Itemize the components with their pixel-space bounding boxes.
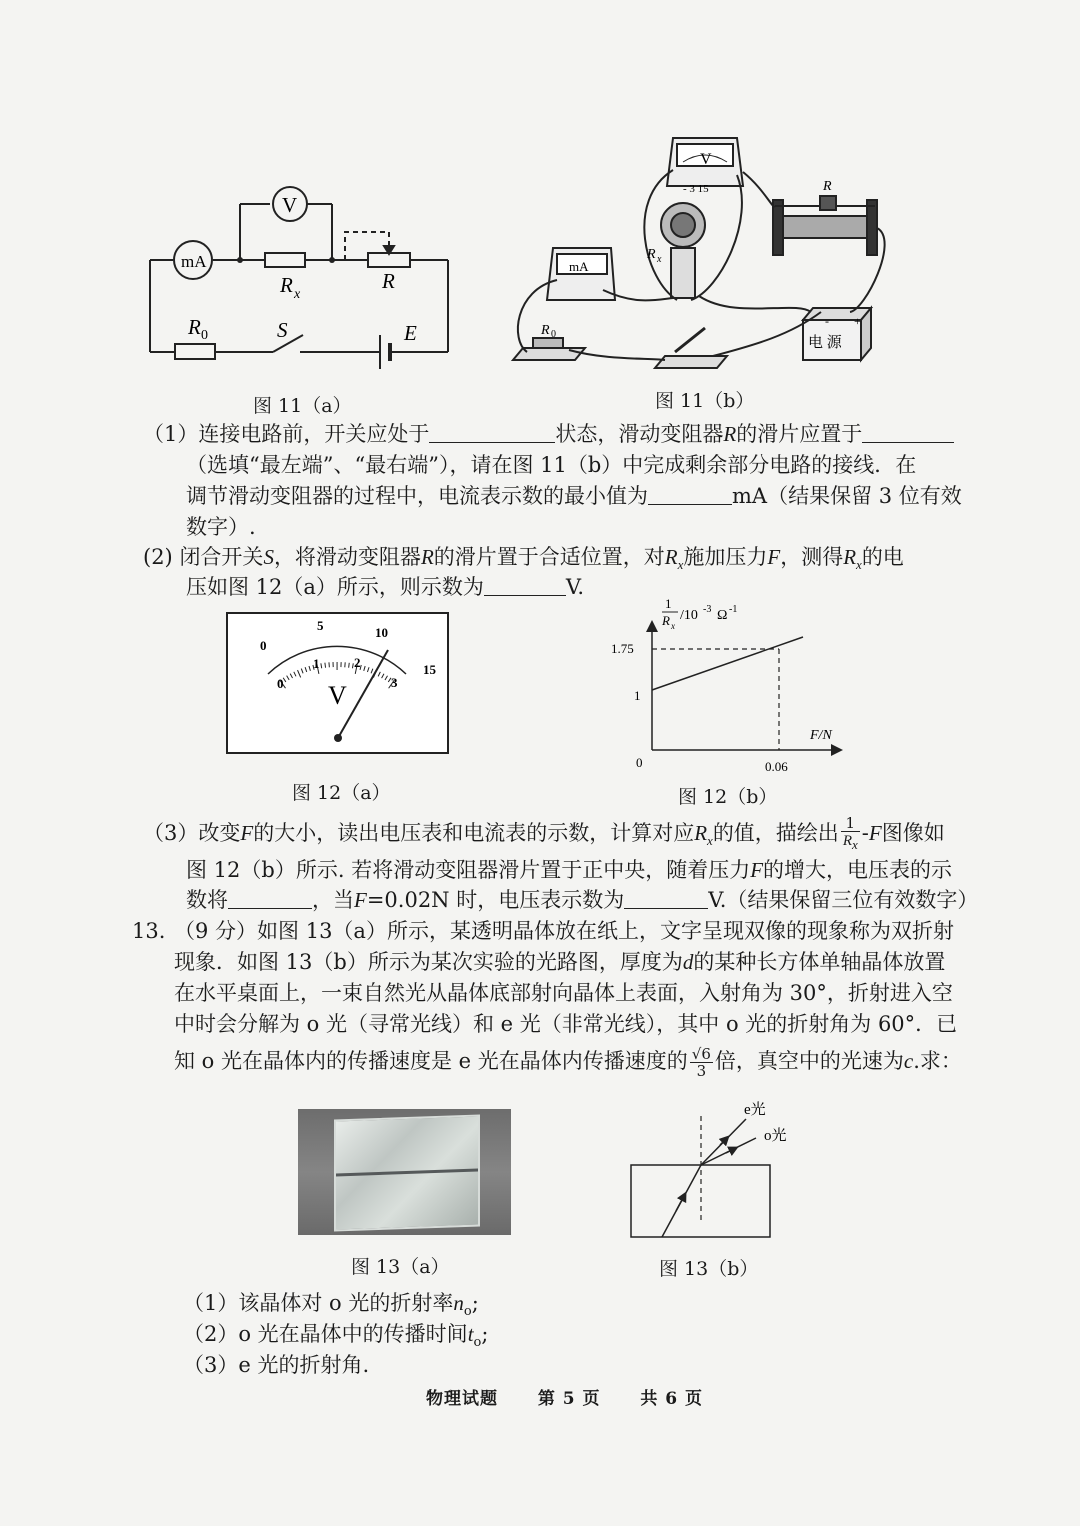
figure-13b-light-path <box>628 1096 787 1246</box>
figure-13a-caption: 图 13（a） <box>351 1256 450 1278</box>
svg-text:-1: -1 <box>729 604 738 615</box>
figure-11a-caption: 图 11（a） <box>253 395 352 417</box>
figure-12b-graph <box>605 594 855 780</box>
q13-line1: （9 分）如图 13（a）所示，某透明晶体放在纸上，文字呈现双像的现象称为双折射 <box>174 919 954 943</box>
apparatus-milliammeter-label: mA <box>569 259 589 274</box>
svg-text:5: 5 <box>317 618 324 633</box>
footer-total: 共 6 页 <box>640 1389 704 1409</box>
page-footer <box>426 1384 703 1409</box>
q13-line3: 在水平桌面上，一束自然光从晶体底部射向晶体上表面，入射角为 30°，折射进入空 <box>174 981 953 1005</box>
answer-blank[interactable] <box>648 482 732 505</box>
svg-text:-3: -3 <box>703 604 712 615</box>
q12-part1-line1: （1）连接电路前，开关应处于 状态，滑动变阻器R的滑片应置于 <box>143 419 954 450</box>
svg-text:10: 10 <box>375 625 388 640</box>
q12-part1-line3: 调节滑动变阻器的过程中，电流表示数的最小值为 mA（结果保留 3 位有效 <box>186 484 962 508</box>
crystal-photo <box>298 1109 511 1235</box>
footer-page: 第 5 页 <box>537 1389 601 1409</box>
y-tick-1.75: 1.75 <box>611 641 634 656</box>
fraction-1-over-rx: $\frac{1}{R_x}$ <box>842 814 858 852</box>
answer-blank[interactable] <box>228 886 312 909</box>
svg-text:+: + <box>854 314 861 328</box>
svg-text:1: 1 <box>665 596 672 611</box>
rheostat-label: R <box>382 269 395 293</box>
needle-pivot <box>334 734 342 742</box>
dial-tick <box>325 663 326 668</box>
apparatus-rheostat-label: R <box>823 179 832 194</box>
origin-label: 0 <box>636 755 643 770</box>
q13-line4: 中时会分解为 o 光（寻常光线）和 e 光（非常光线），其中 o 光的折射角为 60°．已 <box>174 1012 958 1036</box>
figure-12b-caption: 图 12（b） <box>678 786 778 808</box>
dial-symbol: V <box>328 681 347 710</box>
q12-part2-marker: (2) <box>143 545 173 569</box>
svg-text:-: - <box>825 314 829 328</box>
svg-text:1: 1 <box>313 656 320 671</box>
apparatus-r0-label: R <box>541 323 550 338</box>
milliammeter-label: mA <box>181 252 207 271</box>
svg-text:x: x <box>294 287 301 302</box>
rx-label: R <box>280 273 293 297</box>
q12-part2-line1: (2) 闭合开关S，将滑动变阻器R的滑片置于合适位置，对$R_x$施加压力F，测得$R_x$的电 <box>143 545 904 573</box>
svg-text:Ω: Ω <box>717 608 728 623</box>
power-supply-label: 电 源 <box>808 335 842 351</box>
o-ray-label: o光 <box>764 1128 787 1144</box>
answer-blank[interactable] <box>484 573 566 596</box>
apparatus-rx-label: R <box>647 247 656 262</box>
svg-text:/10: /10 <box>680 608 698 623</box>
q12-part1-line2: （选填“最左端”、“最右端”），请在图 11（b）中完成剩余部分电路的接线．在 <box>186 453 917 477</box>
svg-text:x: x <box>657 254 662 265</box>
battery-label: E <box>404 321 417 345</box>
svg-text:0: 0 <box>277 676 284 691</box>
svg-text:3: 3 <box>391 675 398 690</box>
dial-tick <box>349 663 350 668</box>
q13-line5: 知 o 光在晶体内的传播速度是 e 光在晶体内传播速度的 $\frac{√6}{3}$ 倍，真空中的光速为c.求： <box>174 1045 962 1080</box>
q13-line2: 现象．如图 13（b）所示为某次实验的光路图，厚度为d的某种长方体单轴晶体放置 <box>174 950 946 974</box>
q13-number: 13. <box>132 919 166 943</box>
svg-text:- 3 15: - 3 15 <box>683 183 709 195</box>
voltmeter-label: V <box>282 193 298 217</box>
figure-13b-caption: 图 13（b） <box>659 1258 759 1280</box>
svg-text:0: 0 <box>260 638 267 653</box>
footer-subject: 物理试题 <box>426 1389 498 1409</box>
r0-label: R <box>188 315 201 339</box>
q12-part3-line1: （3）改变F的大小，读出电压表和电流表的示数，计算对应$R_x$的值，描绘出 $\frac{1}{R_x}$ -F图像如 <box>143 814 945 852</box>
y-tick-1: 1 <box>634 688 641 703</box>
figure-12a-caption: 图 12（a） <box>292 782 391 804</box>
answer-blank[interactable] <box>624 886 708 909</box>
fraction-sqrt6-over-3: $\frac{√6}{3}$ <box>691 1045 711 1080</box>
svg-text:x: x <box>671 621 675 631</box>
q13-sub1: （1）该晶体对 o 光的折射率$n_o$; <box>183 1291 479 1320</box>
x-tick-0.06: 0.06 <box>765 759 788 774</box>
q13-sub2: （2）o 光在晶体中的传播时间$t_o$; <box>183 1322 489 1351</box>
e-ray-label: e光 <box>744 1102 766 1118</box>
figure-12a-voltmeter <box>226 612 450 756</box>
switch-label: S <box>277 318 288 342</box>
q12-part3-line3: 数将 ，当F=0.02N 时，电压表示数为 V.（结果保留三位有效数字） <box>186 888 979 912</box>
figure-11b-apparatus <box>505 130 915 380</box>
q12-part1-line4: 数字）. <box>186 515 256 539</box>
svg-text:0: 0 <box>551 329 556 340</box>
graph-line <box>652 637 803 690</box>
svg-text:0: 0 <box>201 328 208 343</box>
figure-11a-circuit <box>140 180 460 380</box>
q12-part2-line2: 压如图 12（a）所示，则示数为 V. <box>186 575 585 599</box>
x-axis-label: F/N <box>810 728 832 743</box>
answer-blank[interactable] <box>429 420 555 443</box>
svg-text:R: R <box>662 613 670 628</box>
svg-text:2: 2 <box>354 655 361 670</box>
apparatus-voltmeter-label: V <box>700 151 712 168</box>
figure-11b-caption: 图 11（b） <box>655 390 755 412</box>
answer-blank[interactable] <box>862 420 954 443</box>
svg-text:15: 15 <box>423 662 436 677</box>
q12-part3-line2: 图 12（b）所示. 若将滑动变阻器滑片置于正中央，随着压力F的增大，电压表的示 <box>186 858 953 882</box>
q13-sub3: （3）e 光的折射角. <box>183 1353 370 1377</box>
